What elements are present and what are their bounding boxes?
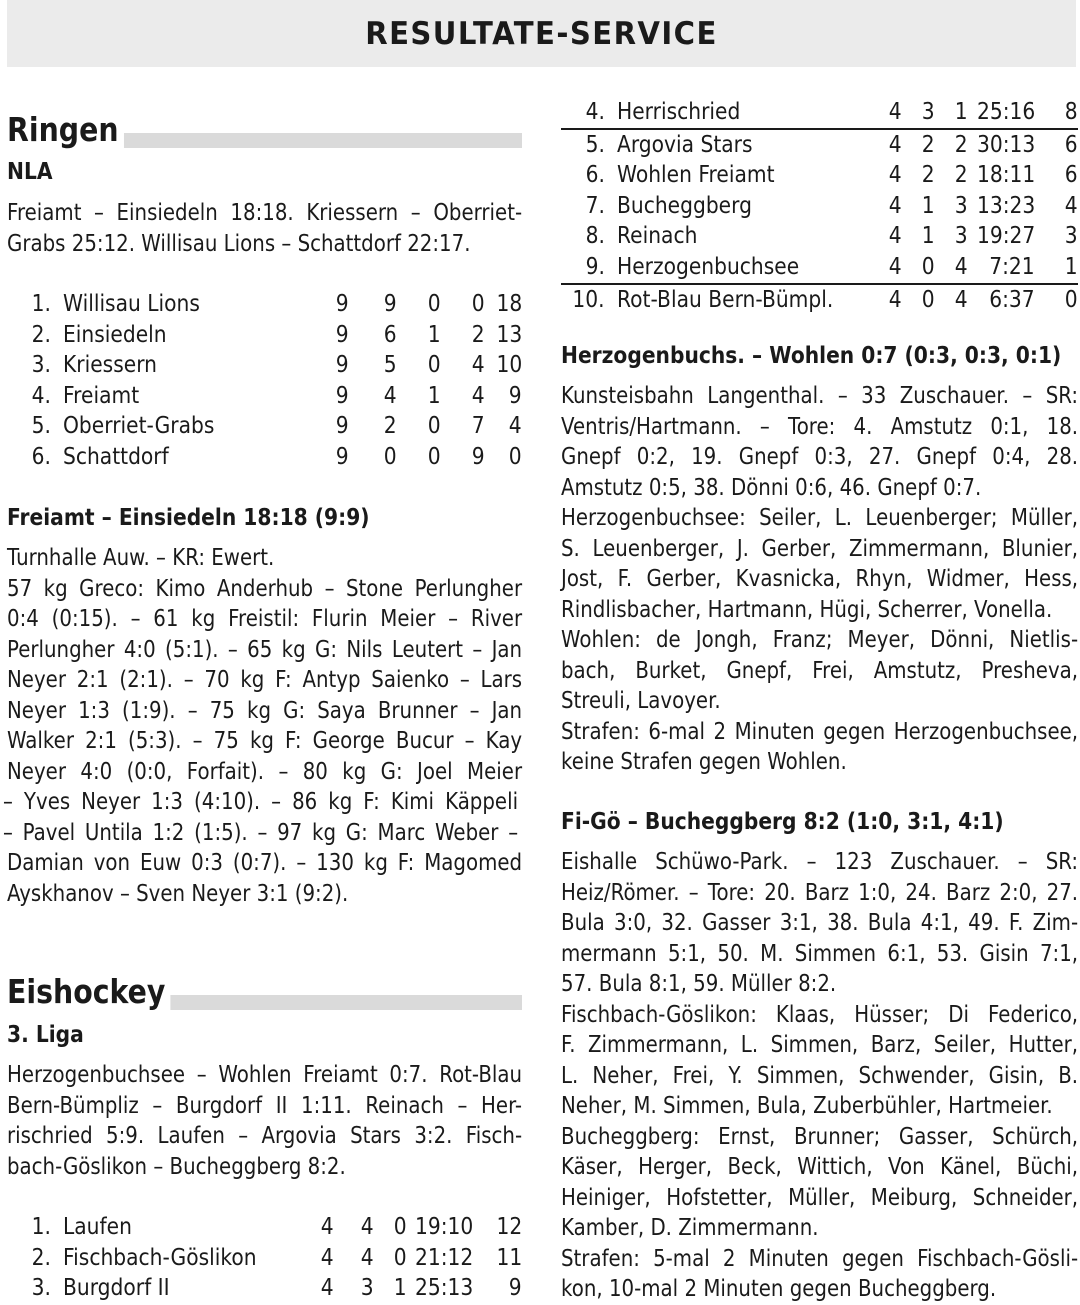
l-cell: 1 xyxy=(954,99,968,125)
text-line: 0:4 (0:15). – 61 kg Freistil: Flurin Meier – River xyxy=(7,606,523,632)
pts-cell: 8 xyxy=(1065,99,1078,125)
table-row xyxy=(17,1243,522,1274)
pts-cell: 4 xyxy=(509,413,522,440)
team-cell: Bucheggberg xyxy=(616,192,752,219)
c4-cell: 7 xyxy=(472,413,485,440)
table-row xyxy=(561,129,1078,161)
text-line: Streuli, Lavoyer. xyxy=(561,688,721,714)
text-line: Damian von Euw 0:3 (0:7). – 130 kg F: Magomed xyxy=(7,850,523,876)
gp-cell: 4 xyxy=(888,286,902,313)
team-cell: Argovia Stars xyxy=(616,131,753,158)
rank-cell: 4. xyxy=(585,99,605,125)
pts-cell: 18 xyxy=(496,291,522,317)
ringen-league: NLA xyxy=(7,159,53,185)
table-row xyxy=(17,381,522,412)
text-line: Bucheggberg: Ernst, Brunner; Gasser, Schürch, xyxy=(561,1123,1079,1150)
rank-cell: 6. xyxy=(31,443,51,470)
c3-cell: 0 xyxy=(428,352,441,379)
table-row xyxy=(561,160,1078,191)
l-cell: 3 xyxy=(954,223,968,250)
rank-cell: 8. xyxy=(585,223,605,250)
team-cell: Laufen xyxy=(62,1214,132,1240)
eishockey-league: 3. Liga xyxy=(7,1022,84,1048)
text-line: Eishalle Schüwo-Park. – 123 Zuschauer. – SR: xyxy=(561,849,1079,875)
banner-title: RESULTATE-SERVICE xyxy=(365,15,718,52)
eishockey-match2-report xyxy=(561,847,1078,1305)
text-line: Neyer 2:1 (2:1). – 70 kg F: Antyp Saienko – Lars xyxy=(7,667,523,693)
text-line: Käser, Herger, Beck, Wittich, Von Känel, Büchi, xyxy=(561,1154,1079,1180)
text-line: Perlungher 4:0 (5:1). – 65 kg G: Nils Leutert – Jan xyxy=(7,636,523,663)
table-row xyxy=(17,411,522,442)
text-line: F. Zimmermann, L. Simmen, Barz, Seiler, Hutter, xyxy=(561,1032,1079,1058)
eishockey-match2-title: Fi-Gö – Bucheggberg 8:2 (1:0, 3:1, 4:1) xyxy=(561,809,1004,835)
text-line: bach, Burket, Gnepf, Frei, Amstutz, Presheva, xyxy=(561,657,1079,684)
ringen-match-report xyxy=(3,543,523,909)
pts-cell: 3 xyxy=(1065,223,1078,250)
text-line: Amstutz 0:5, 38. Dönni 0:6, 46. Gnepf 0:7. xyxy=(561,474,982,501)
pts-cell: 9 xyxy=(509,1275,522,1302)
text-line: Ayskhanov – Sven Neyer 3:1 (9:2). xyxy=(7,880,349,907)
gp-cell: 4 xyxy=(888,253,902,280)
text-line: Strafen: 5-mal 2 Minuten gegen Fischbach-Gösli- xyxy=(561,1245,1079,1272)
team-cell: Burgdorf II xyxy=(62,1275,170,1302)
l-cell: 1 xyxy=(394,1275,408,1302)
team-cell: Fischbach-Göslikon xyxy=(62,1244,257,1271)
w-cell: 2 xyxy=(922,131,936,158)
goals-cell: 30:13 xyxy=(976,131,1035,158)
ringen-results xyxy=(7,198,522,259)
goals-cell: 18:11 xyxy=(976,162,1035,189)
w-cell: 3 xyxy=(360,1275,374,1302)
l-cell: 4 xyxy=(954,253,968,280)
eishockey-standings-table-part1 xyxy=(17,1212,522,1304)
l-cell: 0 xyxy=(394,1244,408,1271)
text-line: kon, 10-mal 2 Minuten gegen Bucheggberg. xyxy=(561,1276,997,1302)
gp-cell: 4 xyxy=(888,131,902,158)
text-line: Ventris/Hartmann. – Tore: 4. Amstutz 0:1, 18. xyxy=(561,413,1079,440)
pts-cell: 11 xyxy=(496,1244,522,1271)
pts-cell: 0 xyxy=(1065,286,1078,313)
goals-cell: 25:16 xyxy=(976,99,1035,125)
text-line: Bula 3:0, 32. Gasser 3:1, 38. Bula 4:1, 49. F. Zim- xyxy=(561,910,1079,936)
pts-cell: 0 xyxy=(509,443,522,470)
rank-cell: 10. xyxy=(572,286,605,313)
table-row xyxy=(561,284,1078,316)
goals-cell: 6:37 xyxy=(989,286,1035,313)
pts-cell: 4 xyxy=(1065,192,1078,219)
l-cell: 4 xyxy=(954,286,968,313)
rank-cell: 5. xyxy=(31,413,51,440)
c3-cell: 1 xyxy=(428,321,441,348)
table-row xyxy=(17,442,522,473)
rank-cell: 6. xyxy=(585,162,605,189)
c1-cell: 9 xyxy=(336,413,349,440)
page-banner xyxy=(7,0,1076,67)
pts-cell: 9 xyxy=(509,382,522,409)
gp-cell: 4 xyxy=(321,1244,334,1271)
gp-cell: 4 xyxy=(321,1275,334,1302)
c4-cell: 4 xyxy=(472,382,485,409)
c4-cell: 0 xyxy=(472,291,485,317)
c4-cell: 2 xyxy=(472,321,485,348)
w-cell: 0 xyxy=(922,253,936,280)
gp-cell: 4 xyxy=(888,223,902,250)
w-cell: 3 xyxy=(922,99,936,125)
team-cell: Einsiedeln xyxy=(63,321,167,348)
text-line: 57 kg Greco: Kimo Anderhub – Stone Perlungher xyxy=(7,575,523,602)
team-cell: Freiamt xyxy=(63,382,140,409)
text-line: Freiamt – Einsiedeln 18:18. Kriessern – Oberriet- xyxy=(7,200,523,226)
team-cell: Rot-Blau Bern-Bümpl. xyxy=(616,286,833,313)
team-cell: Herrischried xyxy=(616,99,740,125)
text-line: Neyer 4:0 (0:0, Forfait). – 80 kg G: Joel Meier xyxy=(7,758,523,785)
l-cell: 0 xyxy=(394,1214,408,1240)
table-row xyxy=(17,1273,522,1304)
c3-cell: 0 xyxy=(428,291,441,317)
rank-cell: 7. xyxy=(585,192,605,219)
text-line: Wohlen: de Jongh, Franz; Meyer, Dönni, Nietlis- xyxy=(561,627,1079,653)
text-line: Jost, F. Gerber, Kvasnicka, Rhyn, Widmer, Hess, xyxy=(561,566,1079,592)
table-row xyxy=(561,191,1078,222)
c2-cell: 4 xyxy=(384,382,397,409)
text-line: Herzogenbuchsee – Wohlen Freiamt 0:7. Rot-Blau xyxy=(7,1062,523,1088)
pts-cell: 6 xyxy=(1065,162,1078,189)
ringen-standings-table xyxy=(17,289,522,473)
table-row xyxy=(17,350,522,381)
goals-cell: 19:27 xyxy=(976,223,1035,250)
w-cell: 4 xyxy=(360,1214,374,1240)
text-line: Neyer 1:3 (1:9). – 75 kg G: Saya Brunner – Jan xyxy=(7,697,523,724)
w-cell: 2 xyxy=(922,162,936,189)
section-heading: Ringen xyxy=(7,110,124,150)
rank-cell: 1. xyxy=(31,291,51,317)
rank-cell: 9. xyxy=(585,253,605,280)
text-line: Rindlisbacher, Hartmann, Hügi, Scherrer, Vonella. xyxy=(561,596,1053,623)
c1-cell: 9 xyxy=(336,382,349,409)
section-heading: Eishockey xyxy=(7,972,171,1012)
rank-cell: 3. xyxy=(31,1275,51,1302)
rank-cell: 3. xyxy=(31,352,51,379)
c4-cell: 4 xyxy=(472,352,485,379)
c2-cell: 0 xyxy=(384,443,397,470)
goals-cell: 21:12 xyxy=(415,1244,474,1271)
gp-cell: 4 xyxy=(888,99,902,125)
c2-cell: 9 xyxy=(384,291,397,317)
table-row xyxy=(17,289,522,320)
text-line: – Yves Neyer 1:3 (4:10). – 86 kg F: Kimi Käppeli xyxy=(3,789,519,815)
pts-cell: 12 xyxy=(496,1214,522,1240)
text-line: Fischbach-Göslikon: Klaas, Hüsser; Di Federico, xyxy=(561,1001,1079,1028)
text-line: Walker 2:1 (5:3). – 75 kg F: George Bucur – Kay xyxy=(7,728,523,754)
rank-cell: 1. xyxy=(31,1214,51,1240)
text-line: bach-Göslikon – Bucheggberg 8:2. xyxy=(7,1153,346,1180)
text-line: 57. Bula 8:1, 59. Müller 8:2. xyxy=(561,971,837,997)
rank-cell: 5. xyxy=(585,131,605,158)
text-line: Herzogenbuchsee: Seiler, L. Leuenberger; Müller, xyxy=(561,505,1079,531)
text-line: S. Leuenberger, J. Gerber, Zimmermann, Blunier, xyxy=(561,535,1079,562)
text-line: Bern-Bümpliz – Burgdorf II 1:11. Reinach – Her- xyxy=(7,1092,523,1119)
l-cell: 2 xyxy=(954,162,968,189)
c1-cell: 9 xyxy=(336,291,349,317)
text-line: mermann 5:1, 50. M. Simmen 6:1, 53. Gisin 7:1, xyxy=(561,940,1079,967)
c2-cell: 6 xyxy=(384,321,397,348)
text-line: rischried 5:9. Laufen – Argovia Stars 3:2. Fisch- xyxy=(7,1123,523,1149)
ringen-match-title: Freiamt – Einsiedeln 18:18 (9:9) xyxy=(7,505,370,531)
goals-cell: 13:23 xyxy=(976,192,1035,219)
l-cell: 3 xyxy=(954,192,968,219)
w-cell: 4 xyxy=(360,1244,374,1271)
text-line: Heiz/Römer. – Tore: 20. Barz 1:0, 24. Barz 2:0, 27. xyxy=(561,879,1079,906)
w-cell: 0 xyxy=(922,286,936,313)
c2-cell: 5 xyxy=(384,352,397,379)
gp-cell: 4 xyxy=(888,192,902,219)
section-title-eishockey xyxy=(7,966,522,1010)
team-cell: Wohlen Freiamt xyxy=(616,162,775,189)
text-line: Kamber, D. Zimmermann. xyxy=(561,1215,819,1241)
eishockey-results xyxy=(7,1060,522,1182)
text-line: – Pavel Untila 1:2 (1:5). – 97 kg G: Marc Weber – xyxy=(3,819,519,846)
text-line: keine Strafen gegen Wohlen. xyxy=(561,749,847,775)
text-line: Turnhalle Auw. – KR: Ewert. xyxy=(7,545,275,571)
team-cell: Schattdorf xyxy=(63,443,169,470)
team-cell: Willisau Lions xyxy=(63,291,200,317)
text-line: Strafen: 6-mal 2 Minuten gegen Herzogenbuchsee, xyxy=(561,718,1079,745)
text-line: Gnepf 0:2, 19. Gnepf 0:3, 27. Gnepf 0:4, 28. xyxy=(561,444,1079,470)
table-row xyxy=(561,252,1078,284)
table-row xyxy=(17,1212,522,1243)
goals-cell: 19:10 xyxy=(415,1214,474,1240)
team-cell: Kriessern xyxy=(63,352,158,379)
section-title-ringen xyxy=(7,104,522,148)
w-cell: 1 xyxy=(922,192,936,219)
goals-cell: 7:21 xyxy=(989,253,1035,280)
rank-cell: 2. xyxy=(31,321,51,348)
w-cell: 1 xyxy=(922,223,936,250)
c3-cell: 1 xyxy=(428,382,441,409)
pts-cell: 6 xyxy=(1065,131,1078,158)
c4-cell: 9 xyxy=(472,443,485,470)
c1-cell: 9 xyxy=(336,321,349,348)
c1-cell: 9 xyxy=(336,352,349,379)
c1-cell: 9 xyxy=(336,443,349,470)
goals-cell: 25:13 xyxy=(415,1275,474,1302)
eishockey-match1-report xyxy=(561,381,1078,778)
text-line: Kunsteisbahn Langenthal. – 33 Zuschauer. – SR: xyxy=(561,383,1079,409)
table-row xyxy=(561,97,1078,129)
text-line: Heiniger, Hofstetter, Müller, Meiburg, Schneider, xyxy=(561,1184,1079,1211)
text-line: L. Neher, Frei, Y. Simmen, Schwender, Gisin, B. xyxy=(561,1062,1079,1089)
team-cell: Reinach xyxy=(616,223,697,250)
eishockey-match1-title: Herzogenbuchs. – Wohlen 0:7 (0:3, 0:3, 0:1) xyxy=(561,343,1062,369)
team-cell: Oberriet-Grabs xyxy=(63,413,215,440)
team-cell: Herzogenbuchsee xyxy=(616,253,799,280)
eishockey-standings-table-part2 xyxy=(561,97,1078,315)
text-line: Neher, M. Simmen, Bula, Zuberbühler, Hartmeier. xyxy=(561,1093,1053,1119)
l-cell: 2 xyxy=(954,131,968,158)
c3-cell: 0 xyxy=(428,413,441,440)
table-row xyxy=(561,221,1078,252)
table-row xyxy=(17,320,522,351)
rank-cell: 4. xyxy=(31,382,51,409)
pts-cell: 13 xyxy=(496,321,522,348)
text-line: Grabs 25:12. Willisau Lions – Schattdorf 22:17. xyxy=(7,230,471,257)
c2-cell: 2 xyxy=(384,413,397,440)
c3-cell: 0 xyxy=(428,443,441,470)
gp-cell: 4 xyxy=(321,1214,334,1240)
pts-cell: 1 xyxy=(1065,253,1078,280)
rank-cell: 2. xyxy=(31,1244,51,1271)
gp-cell: 4 xyxy=(888,162,902,189)
pts-cell: 10 xyxy=(496,352,522,379)
